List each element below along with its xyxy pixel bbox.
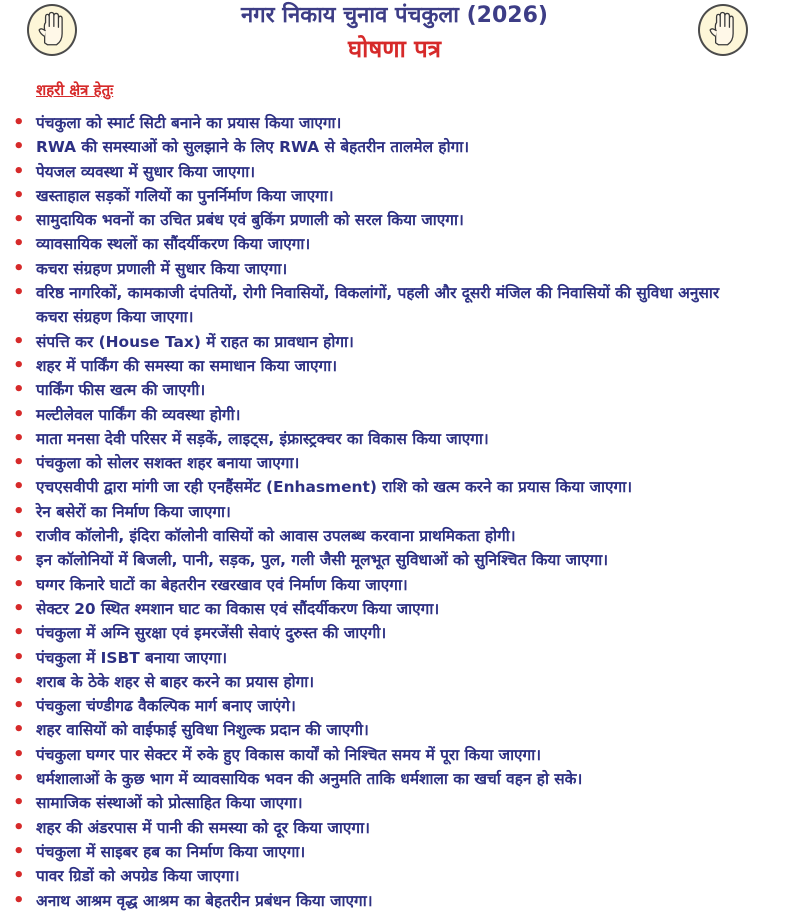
list-item-text: शहर वासियों को वाईफाई सुविधा निशुल्क प्रदान की जाएगी। (36, 721, 369, 740)
bullet-icon: • (13, 379, 25, 401)
page-title: नगर निकाय चुनाव पंचकुला (2026) (241, 3, 548, 28)
bullet-icon: • (13, 112, 25, 133)
bullet-icon: • (13, 184, 25, 206)
list-item (0, 573, 789, 597)
manifesto-list (0, 111, 789, 913)
list-item (0, 330, 789, 354)
bullet-icon: • (13, 452, 25, 474)
list-item-text: अनाथ आश्रम वृद्ध आश्रम का बेहतरीन प्रबंधन किया जाएगा। (36, 891, 373, 910)
list-item (0, 889, 789, 913)
list-item (0, 791, 789, 815)
list-item-text: पंचकुला चंण्डीगढ वैकल्पिक मार्ग बनाए जाएंगे। (36, 697, 296, 716)
list-item (0, 694, 789, 718)
bullet-icon: • (13, 816, 25, 838)
list-item-text: वरिष्ठ नागरिकों, कामकाजी दंपतियों, रोगी निवासियों, विकलांगों, पहली और दूसरी मंजिल की निवासियों की सुविधा अनुसार कचरा संग्रहण किया जाएगा। (36, 284, 720, 327)
page-subtitle: घोषणा पत्र (347, 35, 442, 63)
list-item (0, 160, 789, 184)
bullet-icon: • (13, 427, 25, 449)
list-item-text: एचएसवीपी द्वारा मांगी जा रही एनहैंसमेंट (Enhasment) राशि को खत्म करने का प्रयास किया जाएगा। (36, 478, 633, 497)
list-item (0, 767, 789, 791)
bullet-icon: • (13, 719, 25, 741)
list-item (0, 597, 789, 621)
bullet-icon: • (13, 646, 25, 668)
list-item (0, 208, 789, 232)
list-item (0, 184, 789, 208)
bullet-icon: • (13, 622, 25, 644)
list-item (0, 232, 789, 256)
list-item-text: व्यावसायिक स्थलों का सौंदर्यीकरण किया जाएगा। (36, 235, 311, 254)
bullet-icon: • (13, 403, 25, 425)
list-item-text: शहर की अंडरपास में पानी की समस्या को दूर किया जाएगा। (36, 818, 370, 837)
bullet-icon: • (13, 330, 25, 352)
list-item (0, 257, 789, 281)
list-item-text: सेक्टर 20 स्थित श्मशान घाट का विकास एवं सौंदर्यीकरण किया जाएगा। (36, 599, 440, 618)
list-item-text: शराब के ठेके शहर से बाहर करने का प्रयास होगा। (36, 672, 315, 691)
bullet-icon: • (13, 354, 25, 376)
bullet-icon: • (13, 500, 25, 522)
list-item (0, 718, 789, 742)
list-item-text: सामुदायिक भवनों का उचित प्रबंध एवं बुकिंग प्रणाली को सरल किया जाएगा। (36, 211, 464, 230)
list-item (0, 451, 789, 475)
list-item-text: पावर ग्रिडों को अपग्रेड किया जाएगा। (36, 867, 240, 886)
bullet-icon: • (13, 549, 25, 571)
list-item-text: संपत्ति कर (House Tax) में राहत का प्रावधान होगा। (36, 332, 354, 351)
list-item-text: पार्किंग फीस खत्म की जाएगी। (36, 381, 206, 400)
bullet-icon: • (13, 695, 25, 717)
list-item-text: घग्गर किनारे घाटों का बेहतरीन रखरखाव एवं निर्माण किया जाएगा। (36, 575, 408, 594)
bullet-icon: • (13, 476, 25, 498)
bullet-icon: • (13, 768, 25, 790)
list-item (0, 621, 789, 645)
list-item-text: धर्मशालाओं के कुछ भाग में व्यावसायिक भवन की अनुमति ताकि धर्मशाला का खर्चा वहन हो सके। (36, 770, 583, 789)
list-item-text: पंचकुला घग्गर पार सेक्टर में रुके हुए विकास कार्यों को निश्चित समय में पूरा किया जाएगा। (36, 745, 542, 764)
bullet-icon: • (13, 889, 25, 911)
list-item (0, 840, 789, 864)
list-item (0, 475, 789, 499)
list-item-text: इन कॉलोनियों में बिजली, पानी, सड़क, पुल, गली जैसी मूलभूत सुविधाओं को सुनिश्चित किया जाएगा। (36, 551, 609, 570)
list-item (0, 378, 789, 402)
list-item-text: कचरा संग्रहण प्रणाली में सुधार किया जाएगा। (36, 259, 288, 278)
list-item-text: पंचकुला में अग्नि सुरक्षा एवं इमरजेंसी सेवाएं दुरुस्त की जाएगी। (36, 624, 387, 643)
list-item-text: मल्टीलेवल पार्किंग की व्यवस्था होगी। (36, 405, 241, 424)
list-item-text: रेन बसेरों का निर्माण किया जाएगा। (36, 502, 231, 521)
list-item (0, 427, 789, 451)
bullet-icon: • (13, 209, 25, 231)
list-item (0, 403, 789, 427)
list-item-text: पंचकुला में ISBT बनाया जाएगा। (36, 648, 228, 667)
list-item-text: राजीव कॉलोनी, इंदिरा कॉलोनी वासियों को आवास उपलब्ध करवाना प्राथमिकता होगी। (36, 527, 516, 546)
list-item (0, 816, 789, 840)
list-item-text: पंचकुला को सोलर सशक्त शहर बनाया जाएगा। (36, 454, 300, 473)
list-item (0, 135, 789, 159)
list-item-text: सामाजिक संस्थाओं को प्रोत्साहित किया जाएगा। (36, 794, 303, 813)
list-item (0, 743, 789, 767)
bullet-icon: • (13, 865, 25, 887)
bullet-icon: • (13, 792, 25, 814)
list-item (0, 646, 789, 670)
list-item-text: माता मनसा देवी परिसर में सड़कें, लाइट्स, इंफ्रास्ट्रक्चर का विकास किया जाएगा। (36, 429, 489, 448)
list-item-text: खस्ताहाल सड़कों गलियों का पुनर्निर्माण किया जाएगा। (36, 186, 334, 205)
list-item (0, 500, 789, 524)
section-heading: शहरी क्षेत्र हेतुः (36, 81, 114, 99)
list-item (0, 354, 789, 378)
bullet-icon: • (13, 597, 25, 619)
list-item-text: पेयजल व्यवस्था में सुधार किया जाएगा। (36, 162, 256, 181)
bullet-icon: • (13, 573, 25, 595)
list-item (0, 111, 789, 135)
list-item (0, 670, 789, 694)
list-item (0, 281, 760, 330)
list-item (0, 524, 789, 548)
bullet-icon: • (13, 670, 25, 692)
bullet-icon: • (13, 525, 25, 547)
bullet-icon: • (13, 743, 25, 765)
bullet-icon: • (13, 160, 25, 182)
list-item (0, 864, 789, 888)
bullet-icon: • (13, 282, 25, 304)
list-item-text: RWA की समस्याओं को सुलझाने के लिए RWA से बेहतरीन तालमेल होगा। (36, 138, 470, 157)
bullet-icon: • (13, 257, 25, 279)
list-item-text: पंचकुला को स्मार्ट सिटी बनाने का प्रयास किया जाएगा। (36, 114, 342, 132)
list-item-text: शहर में पार्किंग की समस्या का समाधान किया जाएगा। (36, 356, 338, 375)
list-item (0, 548, 789, 572)
bullet-icon: • (13, 840, 25, 862)
bullet-icon: • (13, 233, 25, 255)
list-item-text: पंचकुला में साइबर हब का निर्माण किया जाएगा। (36, 842, 306, 861)
bullet-icon: • (13, 136, 25, 158)
